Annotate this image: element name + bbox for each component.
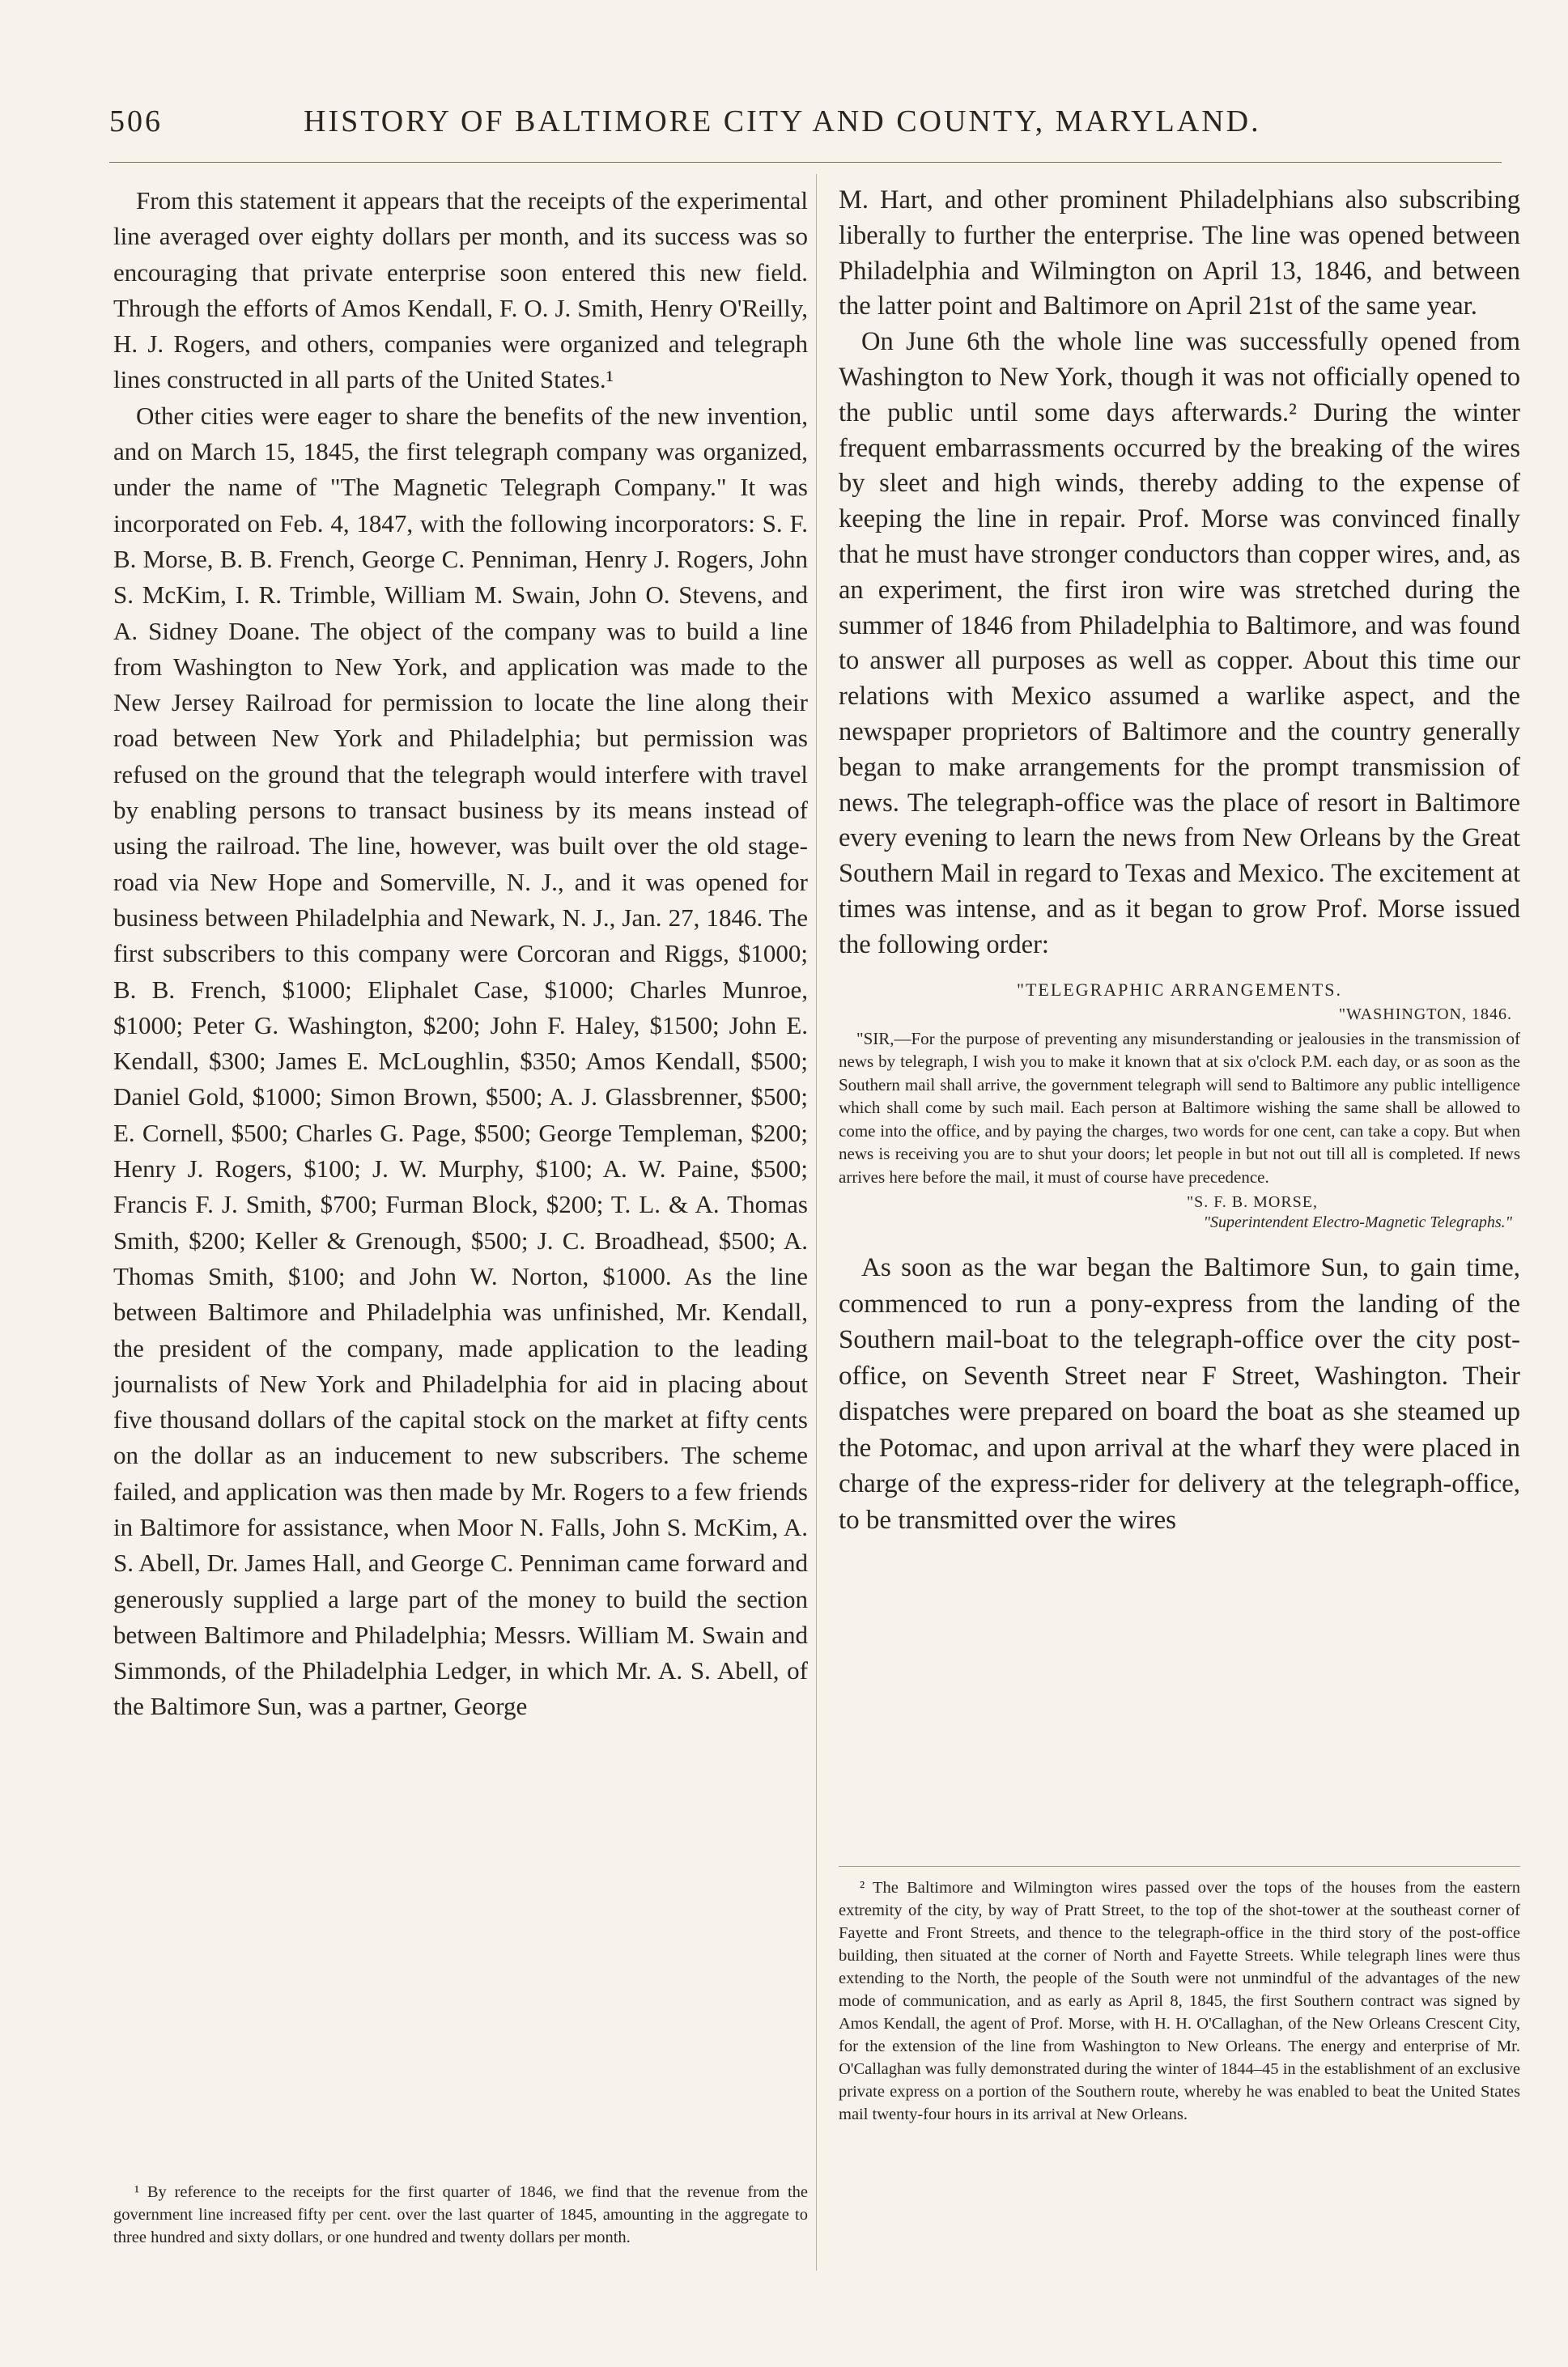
footnote-2 [839, 1866, 1520, 2126]
letter-signature-title: "Superintendent Electro-Magnetic Telegraphs." [1203, 1213, 1512, 1232]
letter-heading: "TELEGRAPHIC ARRANGEMENTS. [1017, 979, 1342, 1000]
paragraph: On June 6th the whole line was successfully opened from Washington to New York, though it was not officially opened to the public until some days afterwards.² During the winter frequent embarrassments occurred by the breaking of the wires by sleet and high winds, thereby adding to the expense of keeping the line in repair. Prof. Morse was convinced finally that he must have stronger conductors than copper wires, and, as an experiment, the first iron wire was stretched during the summer of 1846 from Philadelphia to Baltimore, and was found to answer all purposes as well as copper. About this time our relations with Mexico assumed a warlike aspect, and the newspaper proprietors of Baltimore and the country generally began to make arrangements for the prompt transmission of news. The telegraph-office was the place of resort in Baltimore every evening to learn the news from New Orleans by the Great Southern Mail in regard to Texas and Mexico. The excitement at times was intense, and as it began to grow Prof. Morse issued the following order: [839, 327, 1520, 959]
left-column [113, 183, 808, 1725]
header-rule [109, 162, 1502, 163]
paragraph: As soon as the war began the Baltimore Sun, to gain time, commenced to run a pony-express from the landing of the Southern mail-boat to the telegraph-office over the city post-office, on Seventh Street near F Street, Washington. Their dispatches were prepared on board the boat as she steamed up the Potomac, and upon arrival at the wharf they were placed in charge of the express-rider for delivery at the telegraph-office, to be transmitted over the wires [839, 1253, 1520, 1535]
letter-dateline: "WASHINGTON, 1846. [1338, 1005, 1512, 1023]
paragraph: Other cities were eager to share the benefits of the new invention, and on March 15, 1845, the first telegraph company was organized, under the name of "The Magnetic Telegraph Company." It was incorporated on Feb. 4, 1847, with the following incorporators: S. F. B. Morse, B. B. French, George C. Penniman, Henry J. Rogers, John S. McKim, I. R. Trimble, William M. Swain, John O. Stevens, and A. Sidney Doane. The object of the company was to build a line from Washington to New York, and application was made to the New Jersey Railroad for permission to locate the line along their road between New York and Philadelphia; but permission was refused on the ground that the telegraph would interfere with travel by enabling persons to transact business by its means instead of using the railroad. The line, however, was built over the old stage-road via New Hope and Somerville, N. J., and it was opened for business between Philadelphia and Newark, N. J., Jan. 27, 1846. The first subscribers to this company were Corcoran and Riggs, $1000; B. B. French, $1000; Eliphalet Case, $1000; Charles Munroe, $1000; Peter G. Washington, $200; John F. Haley, $1500; John E. Kendall, $300; James E. McLoughlin, $350; Amos Kendall, $500; Daniel Gold, $1000; Simon Brown, $500; A. J. Glassbrenner, $500; E. Cornell, $500; Charles G. Page, $500; George Templeman, $200; Henry J. Rogers, $100; J. W. Murphy, $100; A. W. Paine, $500; Francis F. J. Smith, $700; Furman Block, $200; T. L. & A. Thomas Smith, $200; Keller & Grenough, $500; J. C. Broadhead, $500; A. Thomas Smith, $100; and John W. Norton, $1000. As the line between Baltimore and Philadelphia was unfinished, Mr. Kendall, the president of the company, made application to the leading journalists of New York and Philadelphia for aid in placing about five thousand dollars of the capital stock on the market at fifty cents on the dollar as an inducement to new subscribers. The scheme failed, and application was then made by Mr. Rogers to a few friends in Baltimore for assistance, when Moor N. Falls, John S. McKim, A. S. Abell, Dr. James Hall, and George C. Penniman came forward and generously supplied a large part of the money to build the section between Baltimore and Philadelphia; Messrs. William M. Swain and Simmonds, of the Philadelphia Ledger, in which Mr. A. S. Abell, of the Baltimore Sun, was a partner, George [113, 401, 808, 1721]
running-title: HISTORY OF BALTIMORE CITY AND COUNTY, MARYLAND. [304, 104, 1261, 138]
column-divider [816, 174, 817, 2271]
letter-body: "SIR,—For the purpose of preventing any misunderstanding or jealousies in the transmission of news by telegraph, I wish you to make it known that at six o'clock P.M. each day, or as soon as the Southern mail shall arrive, the government telegraph will send to Baltimore any public intelligence which shall come by such mail. Each person at Baltimore wishing the same shall be allowed to come into the office, and by paying the charges, two words for one cent, can take a copy. But when news is receiving you are to shut your doors; let people in but not out till all is completed. If news arrives here before the mail, it must of course have precedence. [839, 1028, 1520, 1187]
paragraph: M. Hart, and other prominent Philadelphians also subscribing liberally to further the enterprise. The line was opened between Philadelphia and Wilmington on April 13, 1846, and between the latter point and Baltimore on April 21st of the same year. [839, 185, 1520, 321]
footnote-1 [113, 2169, 808, 2249]
footnote-text: ² The Baltimore and Wilmington wires passed over the tops of the houses from the eastern extremity of the city, by way of Pratt Street, to the top of the shot-tower at the southeast corner of Fayette and Front Streets, and thence to the telegraph-office in the third story of the post-office building, then situated at the corner of North and Fayette Streets. While telegraph lines were thus extending to the North, the people of the South were not unmindful of the advantages of the new mode of communication, and as early as April 8, 1845, the first Southern contract was signed by Amos Kendall, the agent of Prof. Morse, with H. H. O'Callaghan, of the New Orleans Crescent City, for the extension of the line from Washington to New Orleans. The energy and enterprise of Mr. O'Callaghan was fully demonstrated during the winter of 1844–45 in the establishment of an exclusive private express on a portion of the Southern route, whereby he was enabled to beat the United States mail twenty-four hours in its arrival at New Orleans. [839, 1879, 1520, 2123]
letter-block [839, 980, 1520, 1233]
footnote-text: ¹ By reference to the receipts for the first quarter of 1846, we find that the revenue from the government line increased fifty per cent. over the last quarter of 1845, amounting in the aggregate to three hundred and sixty dollars, or one hundred and twenty dollars per month. [113, 2183, 808, 2246]
page-header [109, 104, 1445, 152]
footnote-rule [839, 1866, 1520, 1867]
letter-signature: "S. F. B. MORSE, [1186, 1193, 1318, 1212]
right-column [839, 183, 1520, 1538]
page-number: 506 [109, 104, 163, 138]
paragraph: From this statement it appears that the receipts of the experimental line averaged over eighty dollars per month, and its success was so encouraging that private enterprise soon entered this new field. Through the efforts of Amos Kendall, F. O. J. Smith, Henry O'Reilly, H. J. Rogers, and others, companies were organized and telegraph lines constructed in all parts of the United States.¹ [113, 186, 808, 394]
